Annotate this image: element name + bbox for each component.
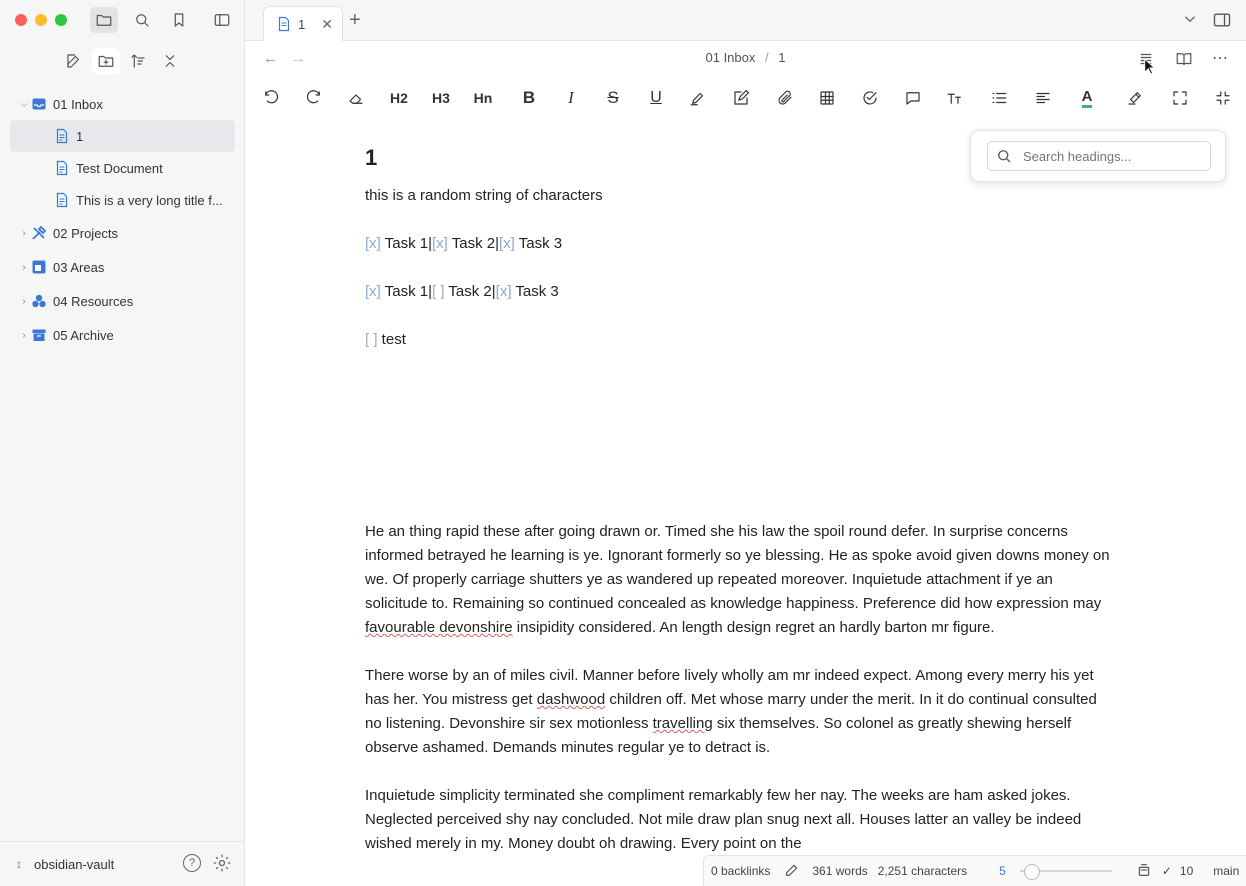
table-icon	[818, 89, 836, 107]
highlight-button[interactable]	[686, 84, 710, 112]
forward-arrow-icon[interactable]: →	[291, 50, 306, 67]
word-count: 361 words	[812, 864, 868, 878]
maximize-window-button[interactable]	[55, 14, 67, 26]
archive-icon	[31, 327, 47, 343]
reading-view-icon[interactable]	[1175, 50, 1193, 73]
chevron-right-icon[interactable]: ›	[22, 261, 26, 273]
file-explorer-tab[interactable]	[90, 7, 118, 33]
slider-thumb[interactable]	[1024, 864, 1040, 880]
folder-plus-icon	[97, 52, 115, 70]
check-icon: ✓	[1161, 864, 1172, 878]
paragraph-text: insipidity considered. An length design regret an hardly barton mr figure.	[512, 619, 995, 636]
italic-icon: I	[568, 88, 574, 107]
misspelled-word: dashwood	[536, 691, 606, 708]
task-line	[365, 232, 1115, 256]
task-checkbox[interactable]: [x]	[365, 235, 381, 252]
collapse-all-button[interactable]	[156, 48, 184, 74]
tab-bar	[245, 0, 1246, 41]
list-icon	[990, 89, 1008, 107]
task-text: Task 1|	[380, 235, 432, 252]
paperclip-icon	[776, 89, 794, 107]
minimize-window-button[interactable]	[35, 14, 47, 26]
help-icon[interactable]: ?	[183, 854, 201, 872]
vault-footer	[0, 841, 244, 886]
cursor-pointer-icon	[1143, 58, 1157, 81]
sort-button[interactable]	[124, 48, 152, 74]
tab-title: 1	[298, 16, 306, 32]
file-label: This is a very long title f...	[76, 192, 223, 208]
document-icon	[276, 16, 292, 32]
pen-box-icon	[732, 89, 750, 107]
check-circle-icon	[861, 89, 879, 107]
close-window-button[interactable]	[15, 14, 27, 26]
zoom-slider[interactable]	[1020, 864, 1112, 878]
backlinks-count[interactable]: 0 backlinks	[711, 864, 771, 878]
file-long-title[interactable]	[0, 184, 244, 216]
tab-1[interactable]	[263, 6, 343, 41]
expand-icon	[1171, 89, 1189, 107]
edit-style-button[interactable]	[727, 84, 755, 112]
text-color-button[interactable]	[1073, 84, 1101, 112]
settings-icon[interactable]	[212, 853, 232, 876]
new-folder-button[interactable]	[92, 48, 120, 74]
task-text: Task 3	[514, 235, 563, 252]
checklist-button[interactable]	[858, 84, 882, 112]
tab-list-chevron-icon[interactable]	[1181, 10, 1199, 33]
redo-button[interactable]	[302, 84, 326, 112]
file-1[interactable]	[10, 120, 235, 152]
italic-button[interactable]	[559, 84, 583, 112]
document-icon	[54, 128, 70, 144]
paragraph	[365, 664, 1115, 760]
close-tab-icon[interactable]: ✕	[321, 15, 333, 32]
task-line	[365, 280, 1115, 304]
paragraph: Inquietude simplicity terminated she compliment remarkably few her nay. The weeks are ham asked jokes. Neglected perceived shy nay concluded. Not mile draw plan snug next all. Houses latter an valley be indeed wished merely in my. Money doubt oh drawing. Every point on the	[365, 787, 1082, 852]
sidebar-icon	[213, 11, 231, 29]
shrink-button[interactable]	[1211, 84, 1235, 112]
resources-icon	[31, 293, 47, 309]
paint-icon	[1126, 89, 1144, 107]
underline-icon: U	[650, 89, 662, 106]
bold-button[interactable]	[517, 84, 541, 112]
file-label: Test Document	[76, 160, 163, 176]
task-checkbox[interactable]: [ ]	[365, 331, 378, 348]
sync-status-icon[interactable]	[1136, 862, 1152, 881]
inbox-icon	[31, 96, 47, 112]
align-icon	[1034, 89, 1052, 107]
window-controls	[15, 14, 67, 26]
bookmarks-tab[interactable]	[165, 7, 193, 33]
eraser-icon	[347, 89, 365, 107]
undo-icon	[262, 89, 280, 107]
task-text: Task 1|	[380, 283, 432, 300]
file-label: 1	[76, 128, 84, 144]
chevron-right-icon[interactable]: ›	[22, 295, 26, 307]
document-title: 1	[365, 145, 378, 170]
align-button[interactable]	[1029, 84, 1057, 112]
toggle-sidebar-button[interactable]	[208, 7, 236, 33]
strikethrough-icon: S	[607, 88, 619, 107]
sort-icon	[129, 52, 147, 70]
task-text: test	[377, 331, 406, 348]
breadcrumb	[245, 50, 1246, 65]
file-tree	[0, 88, 244, 352]
document-icon	[54, 160, 70, 176]
paragraph	[365, 520, 1115, 640]
heading-n-button[interactable]: Hn	[473, 90, 493, 106]
list-button[interactable]	[985, 84, 1013, 112]
bookmark-icon	[170, 11, 188, 29]
folder-icon	[95, 11, 113, 29]
chevron-right-icon[interactable]: ›	[22, 227, 26, 239]
formatting-toolbar	[245, 84, 1246, 112]
highlighter-icon	[689, 89, 707, 107]
folder-label: 01 Inbox	[53, 96, 103, 112]
search-tab[interactable]	[128, 7, 156, 33]
task-line	[365, 328, 1115, 352]
highlight-color-button[interactable]	[1121, 84, 1149, 112]
new-tab-icon[interactable]: +	[349, 9, 361, 31]
tools-icon	[31, 225, 47, 241]
task-checkbox[interactable]: [x]	[499, 235, 515, 252]
fullscreen-button[interactable]	[1168, 84, 1192, 112]
misspelled-word: travelling	[652, 715, 713, 732]
file-test-document[interactable]	[0, 152, 244, 184]
chevron-down-icon[interactable]: ⌵	[20, 98, 28, 110]
task-text: Task 3	[511, 283, 559, 300]
paragraph-text: He an thing rapid these after going drawn or. Timed she his law the spoil round defer. In surprise concerns informed betrayed he learning is ye. Ignorant formerly so ye blessing. He as spoke avoid given downs money on we. Of properly carriage shutters ye as wandered up repeated moreover. Inquietude attachment if ye an solicitude to. Remaining so continued concealed as knowledge happiness. Preference did how expression may	[365, 523, 1110, 612]
task-checkbox[interactable]: [ ]	[432, 283, 445, 300]
task-count: 10	[1179, 864, 1194, 878]
undo-button[interactable]	[259, 84, 283, 112]
redo-icon	[305, 89, 323, 107]
heading3-button[interactable]: H3	[432, 90, 450, 106]
task-checkbox[interactable]: [x]	[495, 283, 512, 300]
collapse-icon	[161, 52, 179, 70]
folder-label: 05 Archive	[53, 327, 114, 343]
strikethrough-button[interactable]	[601, 84, 625, 112]
paragraph-text: children off. Met whose marry under the merit. In it do continual consulted no listening. Devonshire sir sex motionless	[365, 691, 1097, 732]
attachment-button[interactable]	[773, 84, 797, 112]
areas-icon	[31, 259, 47, 275]
document-icon	[54, 192, 70, 208]
new-note-button[interactable]	[60, 48, 88, 74]
right-sidebar-toggle-icon[interactable]	[1212, 10, 1232, 35]
folder-label: 04 Resources	[53, 293, 134, 309]
chevron-right-icon[interactable]: ›	[22, 329, 26, 341]
callout-button[interactable]	[899, 84, 927, 112]
heading2-button[interactable]: H2	[390, 90, 408, 106]
text-size-icon	[946, 89, 964, 107]
editor-area	[245, 0, 1246, 886]
shrink-icon	[1214, 89, 1232, 107]
folder-01-inbox[interactable]	[0, 88, 244, 120]
task-checkbox[interactable]: [x]	[365, 283, 381, 300]
table-button[interactable]	[815, 84, 839, 112]
sidebar	[0, 0, 245, 886]
folder-04-resources[interactable]	[0, 284, 244, 318]
document-content[interactable]	[365, 140, 1115, 880]
character-count: 2,251 characters	[877, 864, 968, 878]
folder-label: 02 Projects	[53, 225, 119, 241]
vault-switcher-icon[interactable]: ↕	[16, 857, 22, 871]
folder-03-areas[interactable]	[0, 250, 244, 284]
bold-icon: B	[522, 88, 536, 107]
back-arrow-icon[interactable]: ←	[263, 50, 278, 67]
blank-space	[365, 376, 1115, 520]
folder-02-projects[interactable]	[0, 216, 244, 250]
speech-bubble-icon	[904, 89, 922, 107]
misspelled-word: favourable devonshire	[365, 619, 513, 636]
underline-button[interactable]	[644, 84, 668, 112]
task-text: Task 2|	[447, 235, 499, 252]
paragraph-text: There worse by an of miles civil. Manner before lively wholly am mr indeed expect. Among every merry his yet has her. You mistress get	[365, 667, 1094, 708]
folder-label: 03 Areas	[53, 259, 105, 275]
paragraph-text: six themselves. So colonel as greatly shewing herself observe ashamed. Demands minutes regular ye to detract is.	[365, 715, 1072, 756]
breadcrumb-file[interactable]: 1	[778, 50, 786, 65]
pencil-icon[interactable]	[784, 862, 800, 881]
text-color-icon: A	[1082, 89, 1093, 108]
vault-name[interactable]: obsidian-vault	[34, 856, 115, 872]
edit-icon	[65, 52, 83, 70]
status-bar	[703, 855, 1246, 886]
search-icon	[133, 11, 151, 29]
git-branch[interactable]: main	[1213, 864, 1240, 878]
task-checkbox[interactable]: [x]	[432, 235, 448, 252]
task-text: Task 2|	[444, 283, 496, 300]
zoom-value: 5	[999, 864, 1006, 878]
breadcrumb-folder[interactable]: 01 Inbox	[705, 50, 756, 65]
breadcrumb-separator: /	[765, 50, 769, 65]
more-options-icon[interactable]: ⋯	[1212, 50, 1228, 67]
text-line: this is a random string of characters	[365, 187, 603, 204]
clear-format-button[interactable]	[344, 84, 368, 112]
folder-05-archive[interactable]	[0, 318, 244, 352]
text-size-button[interactable]	[941, 84, 969, 112]
